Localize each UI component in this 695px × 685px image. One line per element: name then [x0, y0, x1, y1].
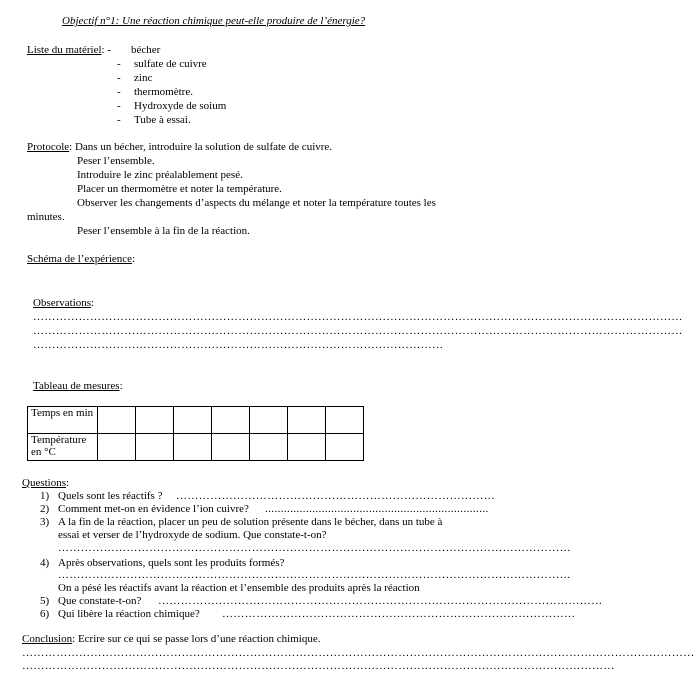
table-cell[interactable] [174, 407, 212, 434]
materiel-heading: Liste du matériel: - [27, 44, 112, 56]
question-text: Que constate-t-on? [58, 595, 142, 607]
question-note: On a pésé les réactifs avant la réaction et l’ensemble des produits après la réaction [58, 582, 420, 594]
conclusion-label: Conclusion [22, 633, 73, 645]
observations-label: Observations [33, 297, 92, 309]
schema-label: Schéma de l’expérience [27, 253, 133, 265]
protocole-step: minutes. [27, 211, 65, 223]
page-title: Objectif n°1: Une réaction chimique peut-elle produire de l’énergie? [62, 15, 366, 27]
answer-line[interactable]: ……………………………………………………………………………………………………………………… [58, 542, 571, 554]
answer-line[interactable]: ……………………………………………………………………………………………………………………… [58, 569, 571, 581]
protocole-step: Observer les changements d’aspects du mélange et noter la température toutes les [77, 197, 436, 209]
answer-line[interactable]: ………………………………………………………………………………… [222, 608, 576, 620]
table-cell[interactable] [250, 434, 288, 461]
question-number: 1) [40, 490, 50, 502]
answer-line[interactable]: ………………………………………………………………………… [176, 490, 496, 502]
materiel-item: Tube à essai. [134, 114, 191, 126]
materiel-item: Hydroxyde de soium [134, 100, 227, 112]
table-cell[interactable] [174, 434, 212, 461]
answer-line[interactable]: ……………………………………………………………………………………………………… [158, 595, 603, 607]
answer-line[interactable]: …………………………………………………………………………………………………………………………………………………………… [22, 647, 695, 659]
materiel-item: thermomètre. [134, 86, 193, 98]
row-header: Temps en min [28, 407, 98, 434]
questions-heading: Questions: [22, 477, 70, 489]
observations-heading: Observations: [33, 297, 95, 309]
answer-line[interactable]: ……………………………………………………………………………………………………………………………………………………… [33, 325, 683, 337]
table-cell[interactable] [326, 434, 364, 461]
question-text: Après observations, quels sont les produits formés? [58, 557, 285, 569]
protocole-step: Introduire le zinc préalablement pesé. [77, 169, 243, 181]
answer-line[interactable]: ………………………………………………………………………………………………………………………………………… [22, 660, 615, 672]
protocole-step: Peser l’ensemble à la fin de la réaction. [77, 225, 250, 237]
bullet-dash: - [117, 114, 121, 126]
table-cell[interactable] [288, 434, 326, 461]
question-text: essai et verser de l’hydroxyde de sodium. Que constate-t-on? [58, 529, 327, 541]
table-cell[interactable] [212, 434, 250, 461]
conclusion-line: Conclusion: Ecrire sur ce qui se passe lors d’une réaction chimique. [22, 633, 321, 645]
table-cell[interactable] [98, 407, 136, 434]
question-text: Comment met-on en évidence l’ion cuivre? [58, 503, 249, 515]
materiel-item: zinc [134, 72, 153, 84]
materiel-item: sulfate de cuivre [134, 58, 207, 70]
row-header: Température en °C [28, 434, 98, 461]
protocole-label: Protocole [27, 141, 70, 153]
bullet-dash: - [117, 86, 121, 98]
bullet-dash: - [117, 100, 121, 112]
question-text: Quels sont les réactifs ? [58, 490, 163, 502]
protocole-step: Placer un thermomètre et noter la température. [77, 183, 282, 195]
answer-line[interactable]: ……………………………………………………………………………………………… [33, 339, 444, 351]
question-text: Qui libère la réaction chimique? [58, 608, 200, 620]
tableau-label: Tableau de mesures [33, 380, 120, 392]
table-row [28, 407, 364, 434]
protocole-step: Dans un bécher, introduire la solution de sulfate de cuivre. [74, 141, 333, 153]
schema-heading: Schéma de l’expérience: [27, 253, 136, 265]
question-number: 6) [40, 608, 50, 620]
table-cell[interactable] [136, 407, 174, 434]
question-number: 3) [40, 516, 50, 528]
tableau-heading: Tableau de mesures: [33, 380, 123, 392]
table-cell[interactable] [326, 407, 364, 434]
answer-line[interactable]: ……………………………………………………………………………………………………………………………………………………… [33, 311, 683, 323]
question-text: A la fin de la réaction, placer un peu de solution présente dans le bécher, dans un tube à [58, 516, 443, 528]
protocole-line: Protocole: Dans un bécher, introduire la solution de sulfate de cuivre. [27, 141, 333, 153]
bullet-dash: - [117, 58, 121, 70]
question-number: 2) [40, 503, 50, 515]
conclusion-text: Ecrire sur ce qui se passe lors d’une réaction chimique. [77, 633, 321, 645]
protocole-step: Peser l’ensemble. [77, 155, 155, 167]
table-cell[interactable] [288, 407, 326, 434]
table-cell[interactable] [250, 407, 288, 434]
table-cell[interactable] [212, 407, 250, 434]
table-row [28, 434, 364, 461]
question-number: 4) [40, 557, 50, 569]
materiel-item: bécher [131, 44, 161, 56]
materiel-label: Liste du matériel [27, 44, 102, 56]
question-number: 5) [40, 595, 50, 607]
bullet-dash: - [117, 72, 121, 84]
answer-line[interactable]: ....................................................................... [265, 503, 489, 515]
table-cell[interactable] [136, 434, 174, 461]
measurement-table [27, 406, 364, 461]
questions-label: Questions [22, 477, 66, 489]
table-cell[interactable] [98, 434, 136, 461]
